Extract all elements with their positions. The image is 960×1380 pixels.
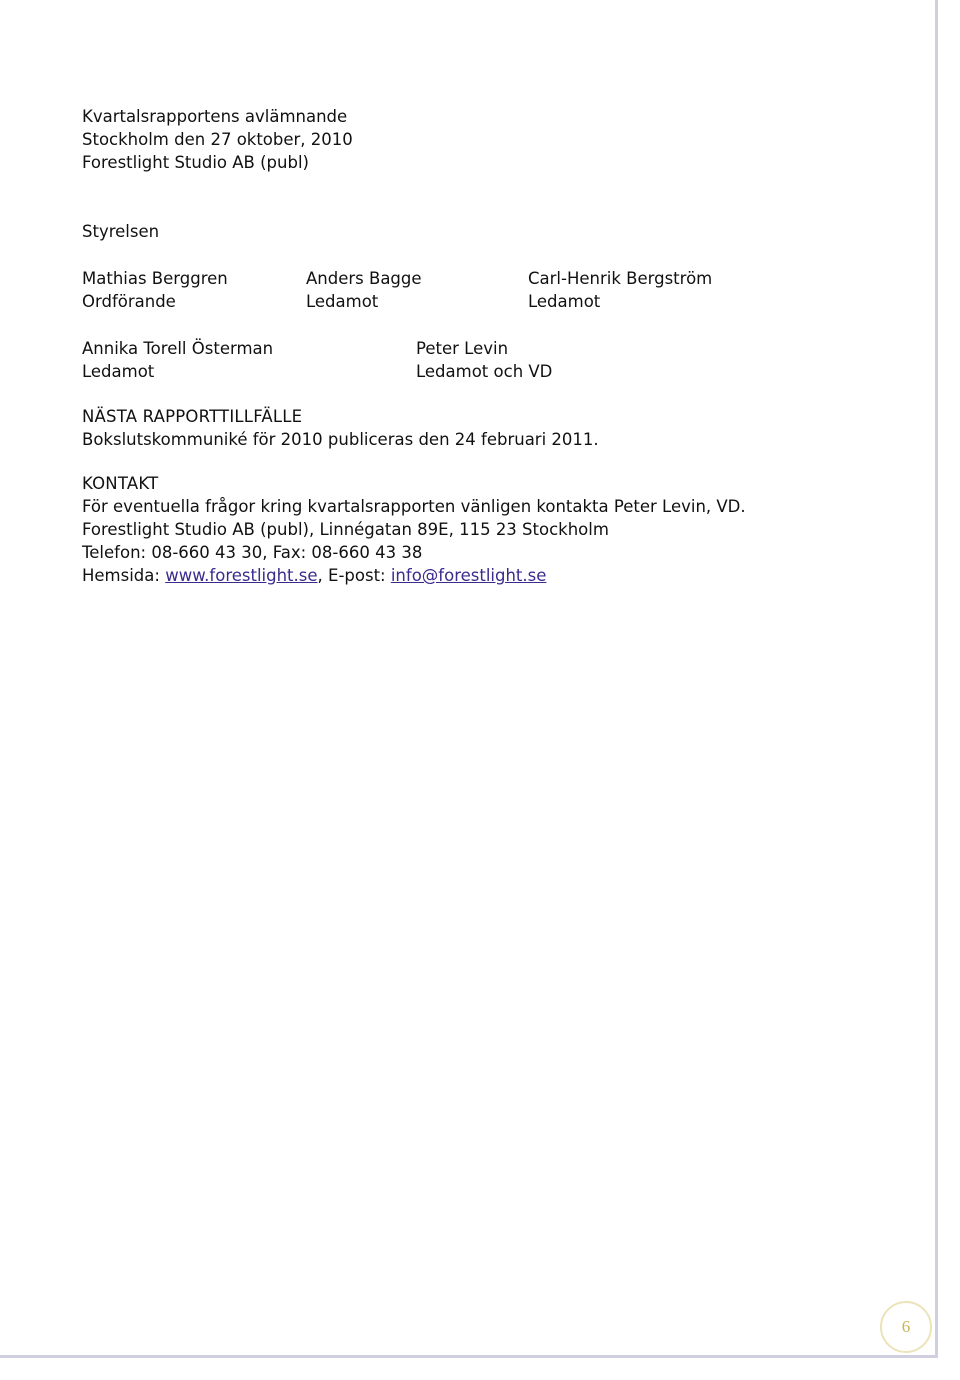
member-name: Anders Bagge [306,269,422,288]
board-row-1 [82,267,932,313]
email-link[interactable]: info@forestlight.se [390,566,547,585]
member-role: Ledamot och VD [416,362,553,381]
contact-address: Forestlight Studio AB (publ), Linnégatan 89E, 115 23 Stockholm [82,520,609,539]
contact-web-email [82,564,932,587]
board-section-title [82,220,932,243]
signoff-place-date: Stockholm den 27 oktober, 2010 [82,130,353,149]
contact-phone-fax: Telefon: 08-660 43 30, Fax: 08-660 43 38 [82,543,423,562]
member-name: Annika Torell Österman [82,339,274,358]
board-member [416,337,552,383]
board-title: Styrelsen [82,222,160,241]
contact-heading: KONTAKT [82,474,159,493]
next-report-section [82,405,932,451]
contact-intro: För eventuella frågor kring kvartalsrapporten vänligen kontakta Peter Levin, VD. [82,497,746,516]
page-frame-right [935,0,938,1358]
member-name: Carl-Henrik Bergström [528,269,713,288]
document-body [82,105,932,608]
website-link[interactable]: www.forestlight.se [165,566,318,585]
next-report-heading: NÄSTA RAPPORTTILLFÄLLE [82,407,303,426]
next-report-text: Bokslutskommuniké för 2010 publiceras den 24 februari 2011. [82,430,599,449]
board-member [306,267,422,313]
signoff-title: Kvartalsrapportens avlämnande [82,107,348,126]
page-number: 6 [880,1301,932,1353]
member-role: Ordförande [82,292,176,311]
member-role: Ledamot [528,292,601,311]
board-row-2 [82,337,932,383]
board-member [82,267,228,313]
website-label: Hemsida: [82,566,166,585]
board-member [528,267,712,313]
email-label: , E-post: [317,566,391,585]
report-signoff [82,105,932,174]
signoff-company: Forestlight Studio AB (publ) [82,153,309,172]
contact-section [82,472,932,587]
member-name: Peter Levin [416,339,509,358]
page-frame-bottom [0,1355,938,1358]
member-name: Mathias Berggren [82,269,228,288]
member-role: Ledamot [82,362,155,381]
board-member [82,337,273,383]
member-role: Ledamot [306,292,379,311]
